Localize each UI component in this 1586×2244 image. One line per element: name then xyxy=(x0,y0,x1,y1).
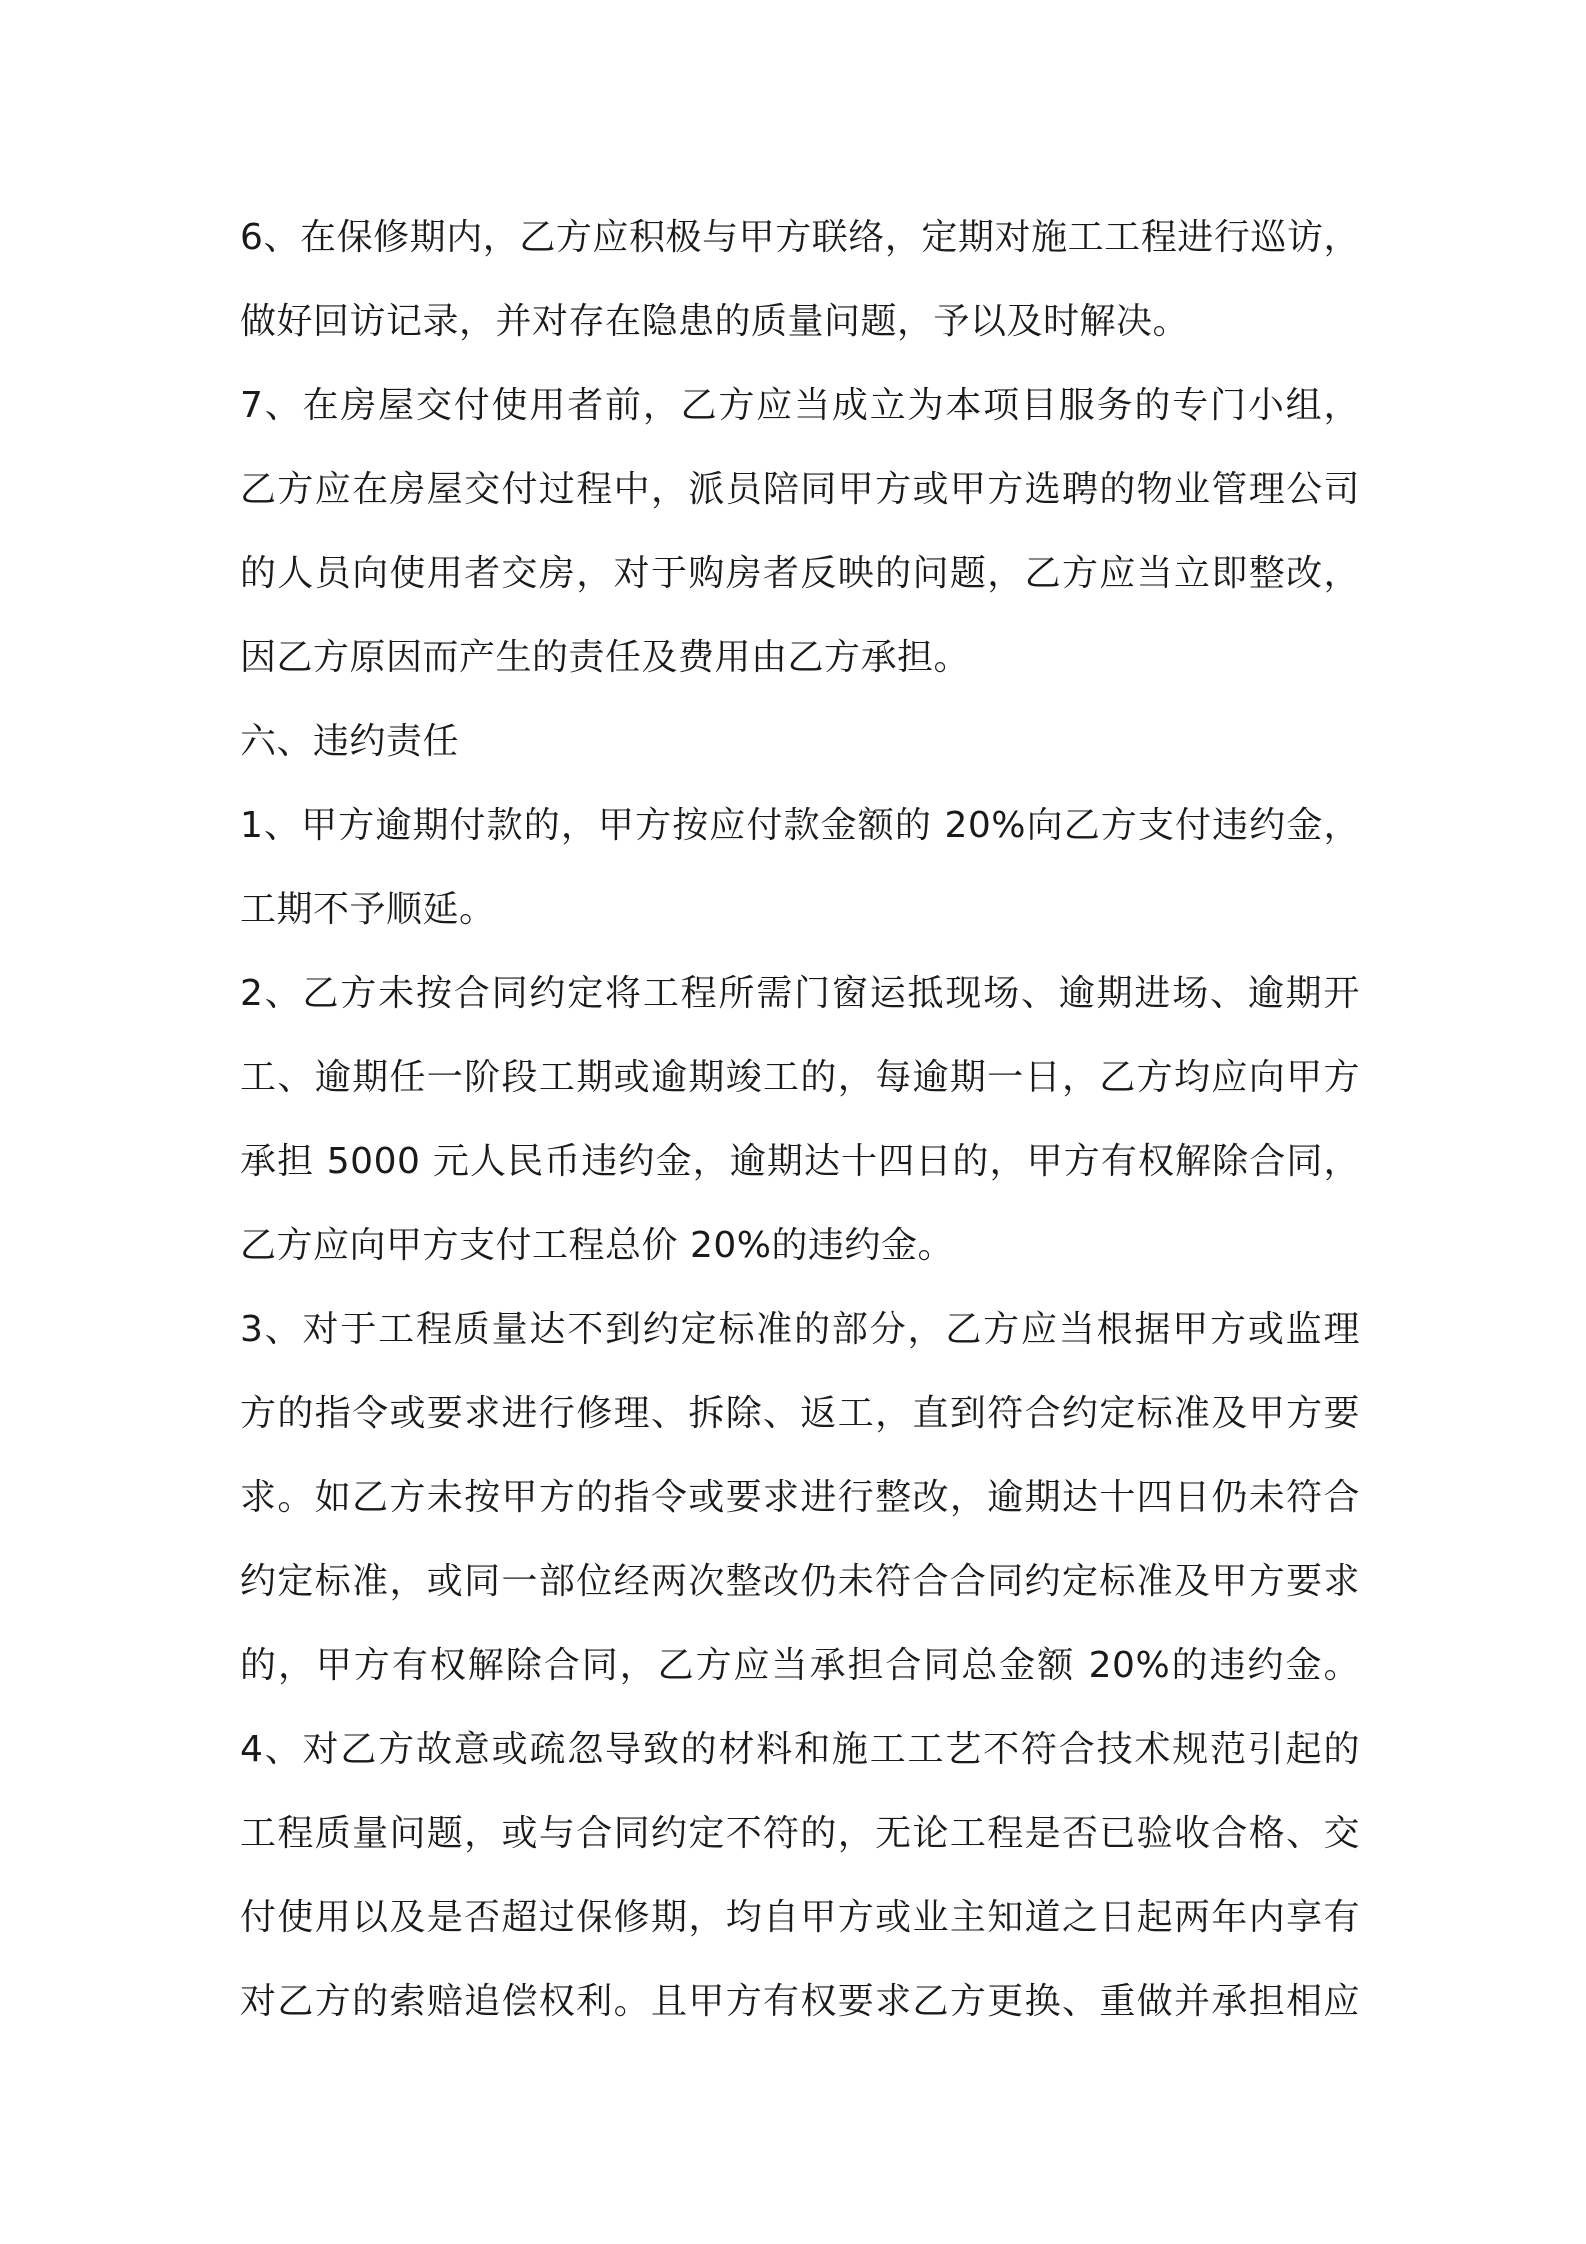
text-line: 工、逾期任一阶段工期或逾期竣工的，每逾期一日，乙方均应向甲方 xyxy=(240,1057,1360,1098)
text-line: 方的指令或要求进行修理、拆除、返工，直到符合约定标准及甲方要 xyxy=(240,1393,1360,1434)
text-line: 做好回访记录，并对存在隐患的质量问题，予以及时解决。 xyxy=(240,301,1190,342)
text-line: 2、乙方未按合同约定将工程所需门窗运抵现场、逾期进场、逾期开 xyxy=(240,973,1360,1014)
text-line: 因乙方原因而产生的责任及费用由乙方承担。 xyxy=(240,637,971,678)
text-line: 7、在房屋交付使用者前，乙方应当成立为本项目服务的专门小组， xyxy=(240,385,1360,426)
text-line: 6、在保修期内，乙方应积极与甲方联络，定期对施工工程进行巡访， xyxy=(240,217,1360,258)
text-line: 的人员向使用者交房，对于购房者反映的问题，乙方应当立即整改， xyxy=(240,553,1360,594)
text-line: 的，甲方有权解除合同，乙方应当承担合同总金额 20%的违约金。 xyxy=(240,1645,1360,1686)
text-line: 付使用以及是否超过保修期，均自甲方或业主知道之日起两年内享有 xyxy=(240,1897,1360,1938)
text-line: 对乙方的索赔追偿权利。且甲方有权要求乙方更换、重做并承担相应 xyxy=(240,1981,1360,2022)
text-line: 乙方应在房屋交付过程中，派员陪同甲方或甲方选聘的物业管理公司 xyxy=(240,469,1360,510)
text-line: 工期不予顺延。 xyxy=(240,889,496,930)
text-line: 约定标准，或同一部位经两次整改仍未符合合同约定标准及甲方要求 xyxy=(240,1561,1360,1602)
document-body xyxy=(240,196,1360,2044)
text-line: 4、对乙方故意或疏忽导致的材料和施工工艺不符合技术规范引起的 xyxy=(240,1729,1360,1770)
section-heading: 六、违约责任 xyxy=(240,721,460,762)
text-line: 1、甲方逾期付款的，甲方按应付款金额的 20%向乙方支付违约金， xyxy=(240,805,1360,846)
text-line: 3、对于工程质量达不到约定标准的部分，乙方应当根据甲方或监理 xyxy=(240,1309,1360,1350)
text-line: 承担 5000 元人民币违约金，逾期达十四日的，甲方有权解除合同， xyxy=(240,1141,1360,1182)
text-line: 求。如乙方未按甲方的指令或要求进行整改，逾期达十四日仍未符合 xyxy=(240,1477,1360,1518)
text-line: 乙方应向甲方支付工程总价 20%的违约金。 xyxy=(240,1225,954,1266)
text-line: 工程质量问题，或与合同约定不符的，无论工程是否已验收合格、交 xyxy=(240,1813,1360,1854)
